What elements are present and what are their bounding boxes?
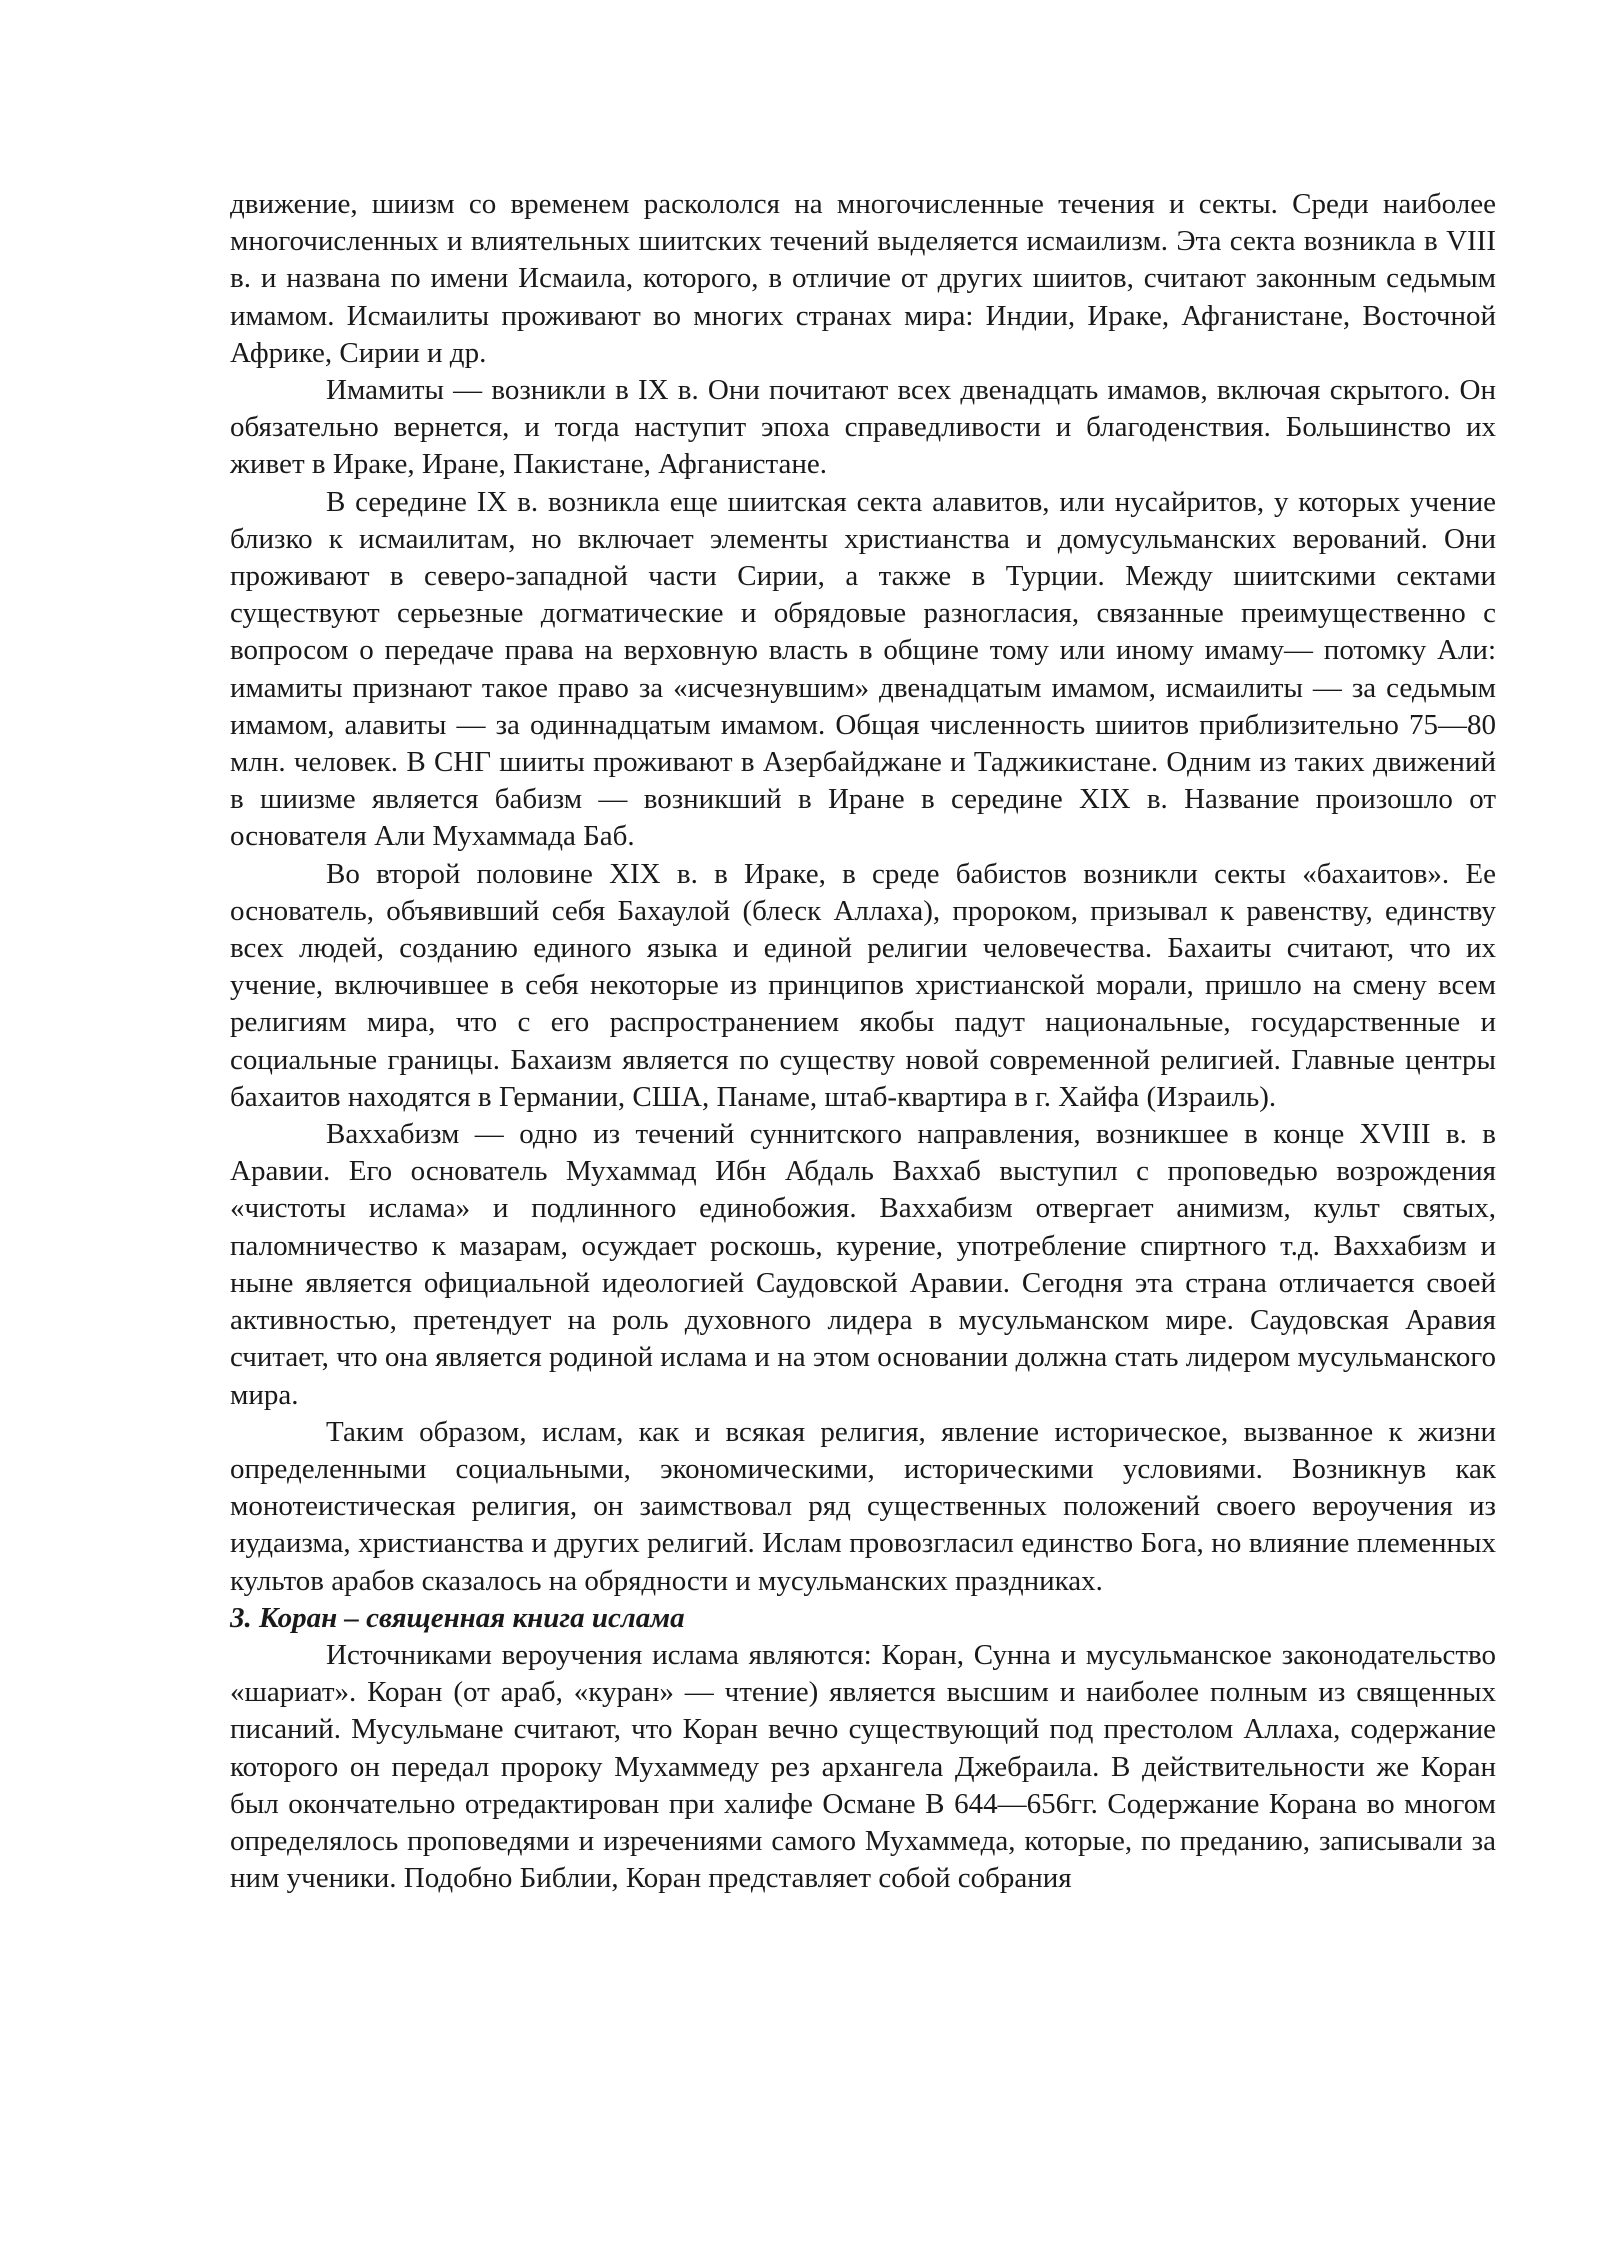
section-heading: 3. Коран – священная книга ислама <box>230 1601 685 1634</box>
paragraph-quran-sources: Источниками вероучения ислама являются: Коран, Сунна и мусульманское законодательство «шариат». Коран (от араб, «куран» — чтение) является высшим и наиболее полным из священных писаний. Мусульмане считают, что Коран вечно существующий под престолом Аллаха, содержание которого он передал пророку Мухаммеду рез архангела Джебраила. В действительности же Коран был окончательно отредактирован при халифе Османе В 644—656гг. Содержание Корана во многом определялось проповедями и изречениями самого Мухаммеда, которые, по преданию, записывали за ним ученики. Подобно Библии, Коран представляет собой собрания <box>230 1638 1496 1895</box>
document-page <box>230 186 1496 1897</box>
paragraph-shiism-sects: движение, шиизм со временем раскололся на многочисленные течения и секты. Среди наиболее многочисленных и влиятельных шиитских течений выделяется исмаилизм. Эта секта возникла в VIII в. и названа по имени Исмаила, которого, в отличие от других шиитов, считают законным седьмым имамом. Исмаилиты проживают во многих странах мира: Индии, Ираке, Афганистане, Восточной Африке, Сирии и др. <box>230 188 1496 369</box>
paragraph-alawites: В середине IX в. возникла еще шиитская секта алавитов, или нусайритов, у которых учение близко к исмаилитам, но включает элементы христианства и домусульманских верований. Они проживают в северо-западной части Сирии, а также в Турции. Между шиитскими сектами существуют серьезные догматические и обрядовые разногласия, связанные преимущественно с вопросом о передаче права на верховную власть в общине тому или иному имаму— потомку Али: имамиты признают такое право за «исчезнувшим» двенадцатым имамом, исмаилиты — за седьмым имамом, алавиты — за одиннадцатым имамом. Общая численность шиитов приблизительно 75—80 млн. человек. В СНГ шииты проживают в Азербайджане и Таджикистане. Одним из таких движений в шиизме является бабизм — возникший в Иране в середине XIX в. Название произошло от основателя Али Мухаммада Баб. <box>230 485 1496 853</box>
paragraph-conclusion: Таким образом, ислам, как и всякая религия, явление историческое, вызванное к жизни определенными социальными, экономическими, историческими условиями. Возникнув как монотеистическая религия, он заимствовал ряд существенных положений своего вероучения из иудаизма, христианства и других религий. Ислам провозгласил единство Бога, но влияние племенных культов арабов сказалось на обрядности и мусульманских праздниках. <box>230 1415 1496 1597</box>
paragraph-imamites: Имамиты — возникли в IX в. Они почитают всех двенадцать имамов, включая скрытого. Он обязательно вернется, и тогда наступит эпоха справедливости и благоденствия. Большинство их живет в Ираке, Иране, Пакистане, Афганистане. <box>230 374 1496 481</box>
paragraph-bahais: Во второй половине XIX в. в Ираке, в среде бабистов возникли секты «бахаитов». Ее основатель, объявивший себя Бахаулой (блеск Аллаха), пророком, призывал к равенству, единству всех людей, созданию единого языка и единой религии человечества. Бахаиты считают, что их учение, включившее в себя некоторые из принципов христианской морали, пришло на смену всем религиям мира, что с его распространением якобы падут национальные, государственные и социальные границы. Бахаизм является по существу новой современной религией. Главные центры бахаитов находятся в Германии, США, Панаме, штаб-квартира в г. Хайфа (Израиль). <box>230 857 1496 1113</box>
paragraph-wahhabism: Ваххабизм — одно из течений суннитского направления, возникшее в конце XVIII в. в Аравии. Его основатель Мухаммад Ибн Абдаль Ваххаб выступил с проповедью возрождения «чистоты ислама» и подлинного единобожия. Ваххабизм отвергает анимизм, культ святых, паломничество к мазарам, осуждает роскошь, курение, употребление спиртного т.д. Ваххабизм и ныне является официальной идеологией Саудовской Аравии. Сегодня эта страна отличается своей активностью, претендует на роль духовного лидера в мусульманском мире. Саудовская Аравия считает, что она является родиной ислама и на этом основании должна стать лидером мусульманского мира. <box>230 1118 1496 1411</box>
